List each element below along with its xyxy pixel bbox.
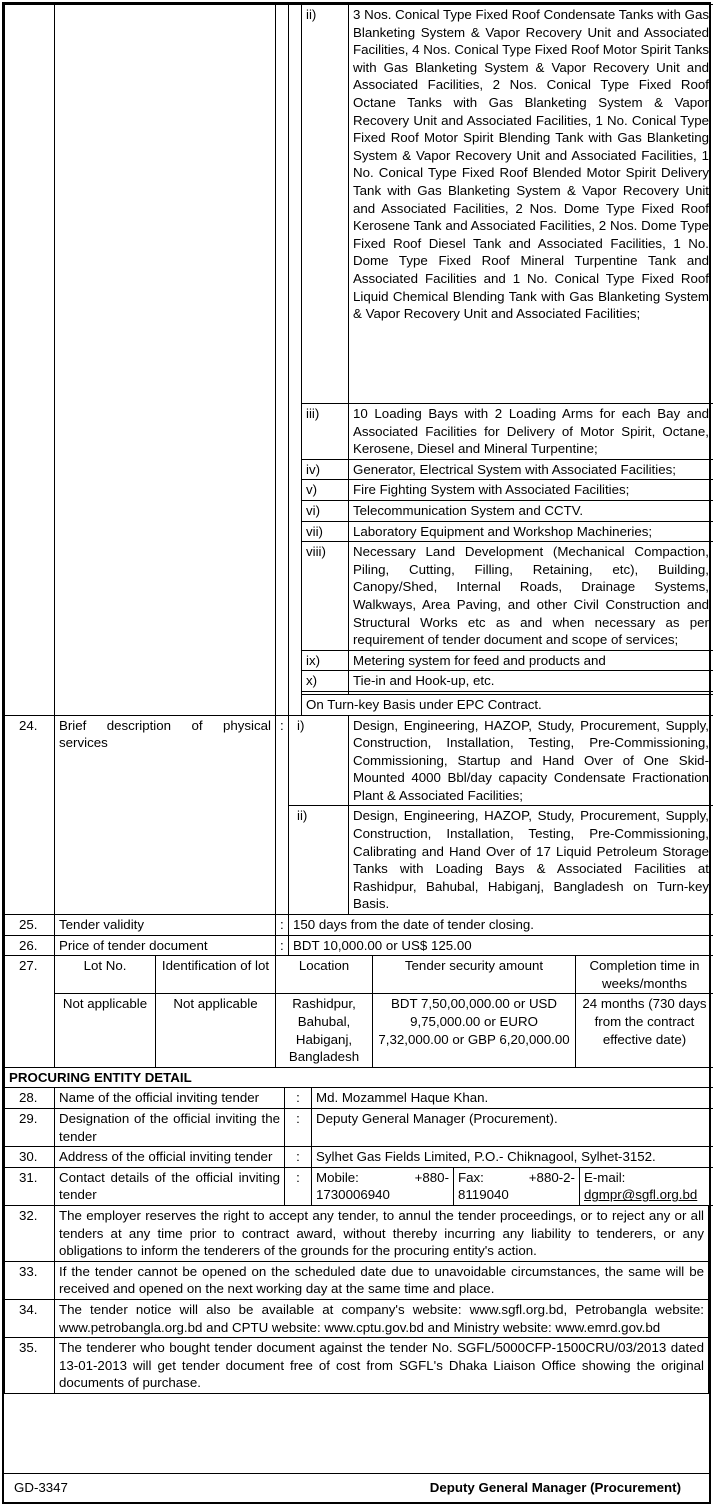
subitem-text: Telecommunication System and CCTV. <box>349 500 713 521</box>
roman-label: vi) <box>302 500 349 521</box>
table-cell: BDT 7,50,00,000.00 or USD 9,75,000.00 or EURO 7,32,000.00 or GBP 6,20,000.00 <box>373 994 576 1067</box>
roman-label: vii) <box>302 521 349 542</box>
item-text: The tenderer who bought tender document against the tender No. SGFL/5000CFP-1500CRU/03/2013 dated 13-01-2013 will get tender document free of cost from SGFL's Dhaka Liaison Office showing the original documents of purchase. <box>55 1338 709 1394</box>
item-number: 34. <box>5 1299 55 1337</box>
subitem-text: 3 Nos. Conical Type Fixed Roof Condensate Tanks with Gas Blanketing System & Vapor Recovery Unit and Associated Facilities, 4 Nos. Conical Type Fixed Roof Motor Spirit Tanks with Gas Blanketing System & Vapor Recovery Unit and Associated Facilities, 2 Nos. Conical Type Fixed Roof Octane Tanks with Gas Blanketing System & Vapor Recovery Unit and Associated Facilities, 1 No. Conical Type Fixed Roof Motor Spirit Blending Tank with Gas Blanketing System & Vapor Recovery Unit and Associated Facilities, 1 No. Conical Type Fixed Roof Blended Motor Spirit Delivery Tank with Gas Blanketing System & Vapor Recovery Unit and Associated Facilities, 2 Nos. Dome Type Fixed Roof Kerosene Tank and Associated Facilities, 2 Nos. Dome Type Fixed Roof Diesel Tank and Associated Facilities, 1 No. Dome Type Fixed Roof Mineral Turpentine Tank and Associated Facilities and 1 No. Conical Type Fixed Roof Liquid Chemical Blending Tank with Gas Blanketing System & Vapor Recovery Unit and Associated Facilities; <box>349 5 713 404</box>
item-value: Md. Mozammel Haque Khan. <box>312 1088 713 1109</box>
item23-row <box>5 5 713 404</box>
signature-title: Deputy General Manager (Procurement) <box>430 1480 681 1495</box>
column-header: Tender security amount <box>373 956 576 994</box>
section-title: PROCURING ENTITY DETAIL <box>5 1067 713 1088</box>
roman-label: x) <box>302 671 349 692</box>
tender-notice-page <box>2 2 711 1504</box>
roman-label: iv) <box>302 459 349 480</box>
item24-row <box>5 715 713 806</box>
item-number: 29. <box>5 1108 55 1146</box>
table-cell: Not applicable <box>55 994 156 1067</box>
item-value: 150 days from the date of tender closing. <box>289 915 713 936</box>
item34-row <box>5 1299 709 1337</box>
conditions-table <box>4 1205 709 1394</box>
item-number: 30. <box>5 1147 55 1168</box>
colon: : <box>285 1147 312 1168</box>
item-label: Address of the official inviting tender <box>55 1147 285 1168</box>
item26-row <box>5 935 713 956</box>
roman-label: ix) <box>302 650 349 671</box>
subitem-text: Design, Engineering, HAZOP, Study, Procurement, Supply, Construction, Installation, Testing, Pre-Commissioning, Commissioning, Startup and Hand Over of One Skid-Mounted 4000 Bbl/day capacity Condensate Fractionation Plant & Associated Facilities; <box>349 715 713 806</box>
lot-table-row <box>5 994 713 1067</box>
item-label: Brief description of physical services <box>55 715 276 915</box>
column-header: Completion time in weeks/months <box>576 956 713 994</box>
table-cell: Rashidpur, Bahubal, Habiganj, Bangladesh <box>276 994 373 1067</box>
item-value: Sylhet Gas Fields Limited, P.O.- Chiknagool, Sylhet-3152. <box>312 1147 713 1168</box>
item31-row <box>5 1167 713 1205</box>
item32-row <box>5 1205 709 1261</box>
item-number: 28. <box>5 1088 55 1109</box>
tender-items-table <box>4 4 713 956</box>
table-cell: Not applicable <box>156 994 276 1067</box>
item-number: 35. <box>5 1338 55 1394</box>
column-header: Identification of lot <box>156 956 276 994</box>
item-number: 26. <box>5 935 55 956</box>
roman-label: viii) <box>302 542 349 651</box>
roman-label: ii) <box>289 806 349 915</box>
lot-table-header <box>5 956 713 994</box>
item28-row <box>5 1088 713 1109</box>
email-link[interactable]: dgmpr@sgfl.org.bd <box>584 1187 697 1202</box>
subitem-text: Laboratory Equipment and Workshop Machineries; <box>349 521 713 542</box>
item-value: BDT 10,000.00 or US$ 125.00 <box>289 935 713 956</box>
table-cell: 24 months (730 days from the contract effective date) <box>576 994 713 1067</box>
email-cell <box>580 1167 713 1205</box>
item-number: 31. <box>5 1167 55 1205</box>
item-label: Price of tender document <box>55 935 276 956</box>
item-number: 25. <box>5 915 55 936</box>
item-text: The employer reserves the right to accept any tender, to annul the tender proceedings, or to reject any or all tenders at any time prior to contract award, without thereby incurring any liability to tenderers, or any obligations to inform the tenderers of the grounds for the procuring entity's action. <box>55 1205 709 1261</box>
roman-label: ii) <box>302 5 349 404</box>
colon: : <box>285 1167 312 1205</box>
item-label: Tender validity <box>55 915 276 936</box>
roman-label: i) <box>289 715 349 806</box>
colon: : <box>276 915 289 936</box>
item-text: If the tender cannot be opened on the scheduled date due to unavoidable circumstances, the same will be received and opened on the next working day at the same time and place. <box>55 1261 709 1299</box>
item25-row <box>5 915 713 936</box>
item-label: Designation of the official inviting the tender <box>55 1108 285 1146</box>
entity-table <box>4 1087 713 1206</box>
colon: : <box>276 935 289 956</box>
item33-row <box>5 1261 709 1299</box>
item35-row <box>5 1338 709 1394</box>
email-label: E-mail: <box>584 1169 709 1187</box>
item-label: Contact details of the official inviting tender <box>55 1167 285 1205</box>
epc-note: On Turn-key Basis under EPC Contract. <box>302 694 713 715</box>
subitem-text: Design, Engineering, HAZOP, Study, Procurement, Supply, Construction, Installation, Testing, Pre-Commissioning, Calibrating and Hand Over of 17 Liquid Petroleum Storage Tanks with Loading Bays & Associated Facilities at Rashidpur, Bahubal, Habiganj, Bangladesh on Turn-key Basis. <box>349 806 713 915</box>
item-number: 27. <box>5 956 55 1068</box>
colon: : <box>285 1108 312 1146</box>
subitem-text: Metering system for feed and products and <box>349 650 713 671</box>
roman-label: iii) <box>302 404 349 460</box>
subitem-text: Fire Fighting System with Associated Facilities; <box>349 480 713 501</box>
fax-number: Fax: +880-2-8119040 <box>454 1167 580 1205</box>
item-number: 32. <box>5 1205 55 1261</box>
item30-row <box>5 1147 713 1168</box>
roman-label: v) <box>302 480 349 501</box>
page-footer <box>4 1473 709 1502</box>
lot-table <box>4 955 713 1088</box>
colon: : <box>285 1088 312 1109</box>
column-header: Lot No. <box>55 956 156 994</box>
item29-row <box>5 1108 713 1146</box>
subitem-text: Tie-in and Hook-up, etc. <box>349 671 713 692</box>
mobile-number: Mobile: +880-1730006940 <box>312 1167 454 1205</box>
subitem-text: 10 Loading Bays with 2 Loading Arms for each Bay and Associated Facilities for Delivery of Motor Spirit, Octane, Kerosene, Diesel and Mineral Turpentine; <box>349 404 713 460</box>
subitem-text: Necessary Land Development (Mechanical Compaction, Piling, Cutting, Filling, Retaining, etc), Building, Canopy/Shed, Internal Roads, Drainage Systems, Walkways, Area Paving, and other Civil Construction and Structural Works etc as and when necessary as per requirement of tender document and scope of services; <box>349 542 713 651</box>
column-header: Location <box>276 956 373 994</box>
item-label: Name of the official inviting tender <box>55 1088 285 1109</box>
item-value: Deputy General Manager (Procurement). <box>312 1108 713 1146</box>
item-number: 33. <box>5 1261 55 1299</box>
item-text: The tender notice will also be available at company's website: www.sgfl.org.bd, Petrobangla website: www.petrobangla.org.bd and CPTU website: www.cptu.gov.bd and Ministry website: www.emrd.gov.bd <box>55 1299 709 1337</box>
item-number: 24. <box>5 715 55 915</box>
notice-code: GD-3347 <box>14 1480 68 1495</box>
subitem-text: Generator, Electrical System with Associated Facilities; <box>349 459 713 480</box>
colon: : <box>276 715 289 915</box>
